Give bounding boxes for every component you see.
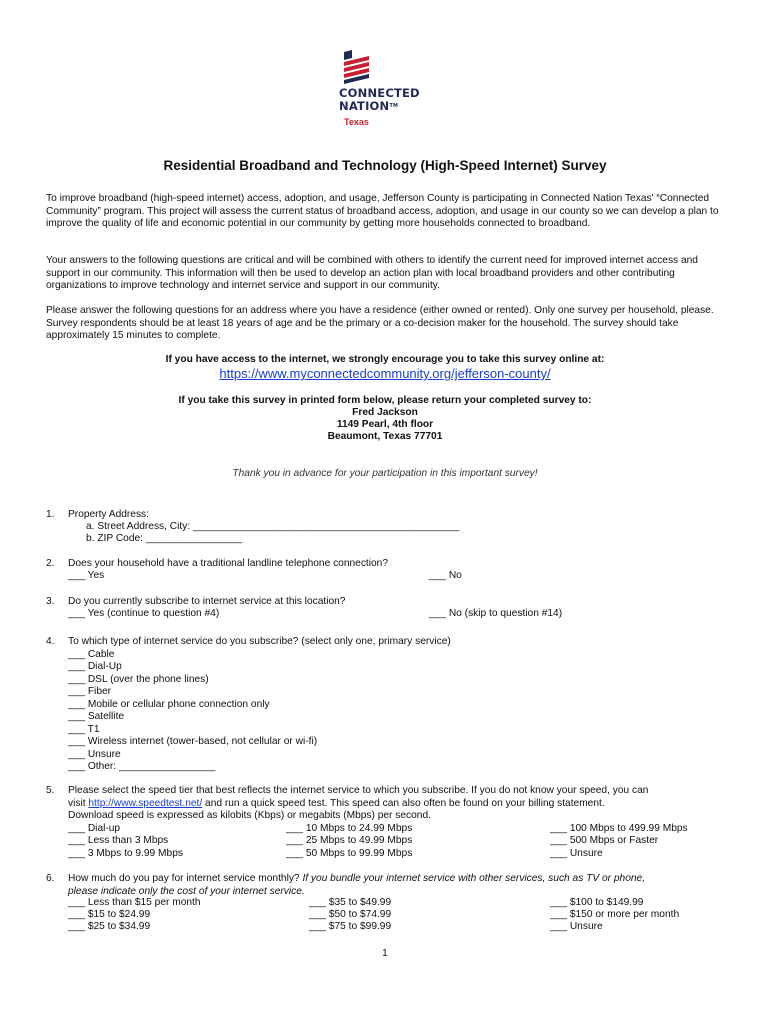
survey-url-link[interactable]: https://www.myconnectedcommunity.org/jefferson-county/ (219, 366, 551, 381)
question-text: Do you currently subscribe to internet service at this location? (68, 596, 346, 607)
option-100-to-149[interactable]: ___ $100 to $149.99 (550, 897, 644, 908)
question-text: Does your household have a traditional landline telephone connection? (68, 558, 389, 569)
option-unsure[interactable]: ___ Unsure (550, 847, 603, 859)
question-text: Property Address: (68, 509, 149, 520)
option-no[interactable]: ___ No (429, 570, 462, 581)
street-address-field[interactable]: a. Street Address, City: _______________________________________________ (86, 521, 460, 532)
question-number: 3. (46, 596, 55, 607)
option-dsl[interactable]: ___ DSL (over the phone lines) (68, 673, 209, 685)
option-t1[interactable]: ___ T1 (68, 723, 100, 735)
option-less-than-3[interactable]: ___ Less than 3 Mbps (68, 835, 169, 846)
option-yes[interactable]: ___ Yes (continue to question #4) (68, 608, 220, 619)
option-75-to-99[interactable]: ___ $75 to $99.99 (309, 921, 392, 932)
trademark-mark: TM (389, 103, 399, 109)
mail-city: Beaumont, Texas 77701 (327, 431, 443, 442)
option-unsure[interactable]: ___ Unsure (550, 921, 603, 932)
question-text: To which type of internet service do you subscribe? (select only one, primary service) (68, 636, 451, 647)
question-number: 1. (46, 509, 55, 520)
intro-paragraph-2: Your answers to the following questions are critical and will be combined with others to identify the current need for improved internet access and support in our community. This information will then be used to develop an action plan with local broadband providers and other contributing organizations to improve technology and internet service and support in our community. (46, 255, 698, 292)
flag-stripes-icon (342, 50, 372, 84)
option-25-to-49[interactable]: ___ 25 Mbps to 49.99 Mbps (286, 835, 413, 846)
intro-paragraph-3: Please answer the following questions for an address where you have a residence (either owned or rented). Only one survey per household, please. Survey respondents should be at least 18 years of age and be the primary or a co-decision maker for the household. The survey should take approximately 15 minutes to complete. (46, 305, 714, 342)
option-3-to-9[interactable]: ___ 3 Mbps to 9.99 Mbps (68, 847, 183, 859)
option-15-to-24[interactable]: ___ $15 to $24.99 (68, 909, 151, 920)
option-cable[interactable]: ___ Cable (68, 648, 115, 660)
mail-name: Fred Jackson (352, 407, 418, 418)
option-dial-up[interactable]: ___ Dial-Up (68, 661, 122, 672)
question-number: 2. (46, 558, 55, 569)
logo-line-1: CONNECTED (339, 86, 420, 100)
option-50-to-74[interactable]: ___ $50 to $74.99 (309, 909, 392, 920)
question-text-line-2: please indicate only the cost of your internet service. (68, 885, 305, 897)
logo-line-2: NATION™ (339, 99, 399, 113)
option-100-to-499[interactable]: ___ 100 Mbps to 499.99 Mbps (550, 822, 688, 834)
question-number: 4. (46, 636, 55, 647)
intro-paragraph-1: To improve broadband (high-speed internet) access, adoption, and usage, Jefferson County is participating in Connected Nation Texas' “Connected Community” program. This project will assess the current status of broadband access, adoption, and usage in our county so we can develop a plan to improve the quality of life and economic potential in our community by getting more households connected to broadband. (46, 193, 719, 230)
option-150-or-more[interactable]: ___ $150 or more per month (550, 909, 680, 920)
option-unsure[interactable]: ___ Unsure (68, 748, 121, 760)
question-text-line-3: Download speed is expressed as kilobits (Kbps) or megabits (Mbps) per second. (68, 810, 431, 821)
question-text: Please select the speed tier that best reflects the internet service to which you subscribe. If you do not know your speed, you can (68, 785, 649, 796)
option-dial-up[interactable]: ___ Dial-up (68, 822, 121, 834)
option-25-to-34[interactable]: ___ $25 to $34.99 (68, 921, 151, 932)
page-title: Residential Broadband and Technology (High-Speed Internet) Survey (163, 158, 607, 173)
page-number: 1 (382, 948, 388, 959)
option-500-or-faster[interactable]: ___ 500 Mbps or Faster (550, 835, 659, 846)
online-prompt: If you have access to the internet, we strongly encourage you to take this survey online at: (165, 354, 605, 365)
option-fiber[interactable]: ___ Fiber (68, 686, 112, 697)
question-number: 6. (46, 873, 55, 884)
option-mobile[interactable]: ___ Mobile or cellular phone connection only (68, 698, 270, 710)
option-other[interactable]: ___ Other: _________________ (68, 761, 216, 772)
speedtest-link[interactable]: http://www.speedtest.net/ (88, 797, 203, 809)
question-text-line-2: visit http://www.speedtest.net/ and run a quick speed test. This speed can also often be found on your billing statement. (68, 797, 605, 809)
option-35-to-49[interactable]: ___ $35 to $49.99 (309, 897, 392, 908)
mail-street: 1149 Pearl, 4th floor (336, 419, 434, 430)
option-satellite[interactable]: ___ Satellite (68, 711, 125, 722)
connected-nation-logo (339, 50, 439, 130)
thanks-note: Thank you in advance for your participation in this important survey! (232, 468, 538, 479)
option-less-than-15[interactable]: ___ Less than $15 per month (68, 897, 201, 908)
option-50-to-99[interactable]: ___ 50 Mbps to 99.99 Mbps (286, 847, 413, 859)
question-text: How much do you pay for internet service monthly? If you bundle your internet service with other services, such as TV or phone, (68, 873, 646, 884)
zip-code-field[interactable]: b. ZIP Code: _________________ (86, 533, 243, 544)
logo-region: Texas (344, 117, 369, 127)
option-no[interactable]: ___ No (skip to question #14) (429, 608, 563, 619)
option-wireless[interactable]: ___ Wireless internet (tower-based, not cellular or wi-fi) (68, 736, 318, 747)
question-number: 5. (46, 785, 55, 796)
option-yes[interactable]: ___ Yes (68, 570, 105, 581)
mail-prompt: If you take this survey in printed form below, please return your completed survey to: (178, 395, 592, 406)
option-10-to-24[interactable]: ___ 10 Mbps to 24.99 Mbps (286, 822, 413, 834)
